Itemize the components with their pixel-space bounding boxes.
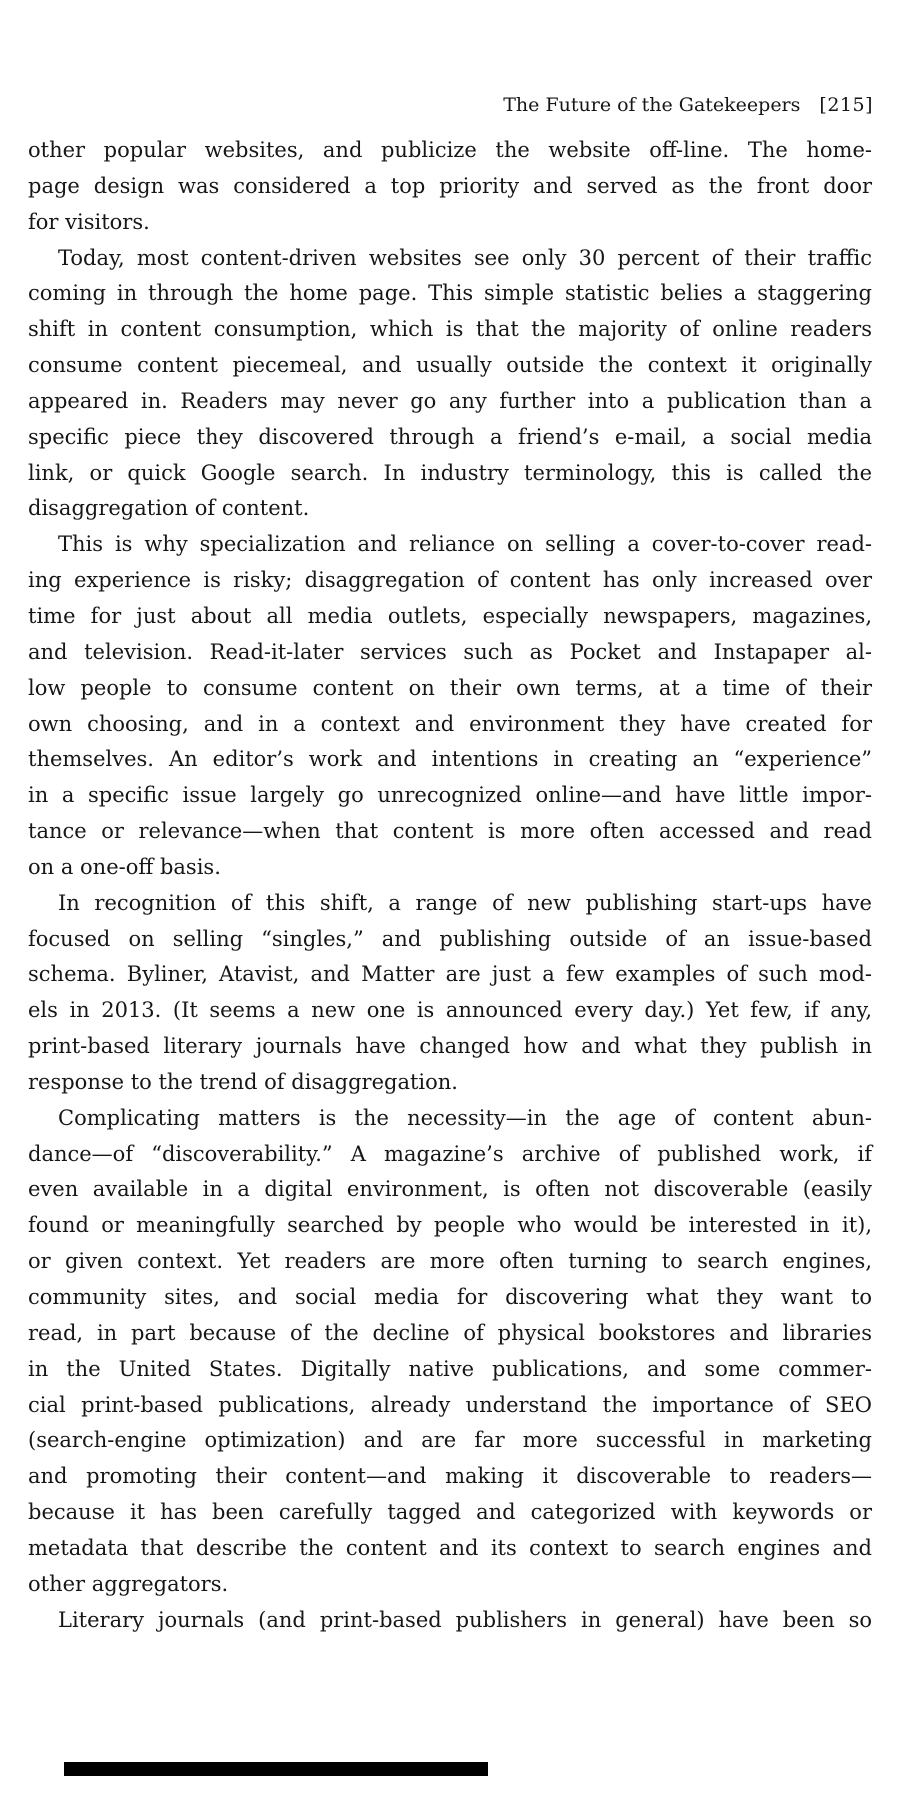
text-line: time for just about all media outlets, especially newspapers, magazines,: [28, 603, 872, 628]
text-line: in the United States. Digitally native publications, and some commer-: [28, 1356, 872, 1381]
text-line: coming in through the home page. This simple statistic belies a staggering: [28, 281, 872, 306]
body-text: [28, 133, 872, 1638]
text-line: (search-engine optimization) and are far more successful in marketing: [28, 1428, 872, 1453]
running-header-title: The Future of the Gatekeepers: [503, 94, 801, 116]
text-line: els in 2013. (It seems a new one is announced every day.) Yet few, if any,: [28, 998, 872, 1023]
text-line: shift in content consumption, which is that the majority of online readers: [28, 317, 872, 342]
text-line: found or meaningfully searched by people who would be interested in it),: [28, 1213, 872, 1238]
running-header: [28, 92, 873, 118]
text-line: link, or quick Google search. In industry terminology, this is called the: [28, 460, 872, 485]
text-line: low people to consume content on their own terms, at a time of their: [28, 675, 872, 700]
text-line: print-based literary journals have changed how and what they publish in: [28, 1034, 872, 1059]
text-line: own choosing, and in a context and environment they have created for: [28, 711, 872, 736]
text-line: and promoting their content—and making it discoverable to readers—: [28, 1464, 872, 1489]
text-line: focused on selling “singles,” and publishing outside of an issue-based: [28, 926, 872, 951]
text-line: specific piece they discovered through a friend’s e-mail, a social media: [28, 424, 872, 449]
text-line: page design was considered a top priority and served as the front door: [28, 173, 872, 198]
text-line: other popular websites, and publicize the website off-line. The home-: [28, 138, 872, 162]
text-line: in a specific issue largely go unrecognized online—and have little impor-: [28, 783, 872, 808]
text-line: even available in a digital environment, is often not discoverable (easily: [28, 1177, 872, 1202]
text-line: appeared in. Readers may never go any further into a publication than a: [28, 388, 872, 413]
scan-artifact-bar: [64, 1762, 488, 1776]
text-line: tance or relevance—when that content is more often accessed and read: [28, 819, 872, 844]
text-line: community sites, and social media for discovering what they want to: [28, 1285, 872, 1309]
text-line: ing experience is risky; disaggregation of content has only increased over: [28, 568, 872, 593]
text-line: for visitors.: [28, 209, 150, 234]
page-number: [215]: [819, 94, 873, 116]
text-line: In recognition of this shift, a range of new publishing start-ups have: [58, 890, 872, 915]
text-line: and television. Read-it-later services such as Pocket and Instapaper al-: [28, 639, 872, 664]
text-line: cial print-based publications, already understand the importance of SEO: [28, 1392, 872, 1417]
text-line: themselves. An editor’s work and intentions in creating an “experience”: [28, 747, 872, 772]
text-line: schema. Byliner, Atavist, and Matter are just a few examples of such mod-: [28, 962, 872, 987]
text-line: Today, most content-driven websites see only 30 percent of their traffic: [58, 245, 872, 270]
text-line: consume content piecemeal, and usually outside the context it originally: [28, 353, 872, 378]
text-line: because it has been carefully tagged and categorized with keywords or: [28, 1500, 872, 1525]
text-line: disaggregation of content.: [28, 496, 310, 521]
text-line: Complicating matters is the necessity—in the age of content abun-: [58, 1105, 872, 1130]
text-line: read, in part because of the decline of physical bookstores and libraries: [28, 1320, 872, 1345]
text-line: metadata that describe the content and its context to search engines and: [28, 1535, 872, 1560]
text-line: This is why specialization and reliance on selling a cover-to-cover read-: [58, 532, 872, 557]
text-line: Literary journals (and print-based publishers in general) have been so: [58, 1607, 872, 1632]
text-line: or given context. Yet readers are more often turning to search engines,: [28, 1249, 872, 1274]
text-line: on a one-off basis.: [28, 854, 221, 879]
text-line: dance—of “discoverability.” A magazine’s archive of published work, if: [28, 1141, 872, 1166]
text-line: other aggregators.: [28, 1571, 229, 1596]
text-line: response to the trend of disaggregation.: [28, 1069, 458, 1094]
